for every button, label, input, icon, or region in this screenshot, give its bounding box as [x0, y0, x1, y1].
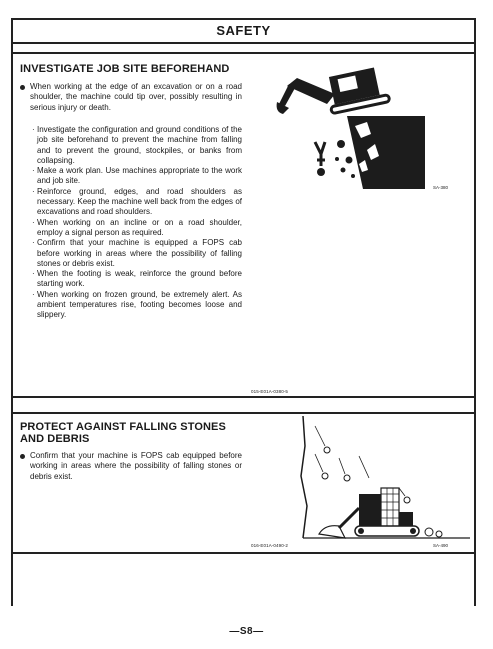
bullet-icon	[20, 85, 25, 90]
warning-paragraph: Confirm that your machine is FOPS cab equipped before working in areas where the possibility of falling stones or debris exist.	[30, 451, 242, 481]
section-title-line2: AND DEBRIS	[20, 433, 90, 445]
bullet-icon	[20, 454, 25, 459]
section-title: INVESTIGATE JOB SITE BEFOREHAND	[20, 63, 230, 75]
list-item: · Reinforce ground, edges, and road shoulders as necessary. Keep the machine well back from the edges of excavations and road shoulders.	[32, 186, 242, 217]
section-investigate-job-site	[11, 52, 476, 398]
figure-code: SA-490	[433, 543, 449, 548]
precaution-list	[32, 125, 242, 321]
page-title: SAFETY	[216, 23, 271, 38]
warning-paragraph: When working at the edge of an excavation or on a road shoulder, the machine could tip over, possibly resulting in serious injury or death.	[30, 82, 242, 112]
document-code: 016-E01A-0490-2	[251, 543, 289, 548]
list-item: · Make a work plan. Use machines appropriate to the work and job site.	[32, 166, 242, 186]
document-code: 015-E01A-0380-5	[251, 389, 289, 394]
header-bar	[11, 18, 476, 44]
section-title-line1: PROTECT AGAINST FALLING STONES	[20, 421, 226, 433]
section-falling-stones	[11, 412, 476, 554]
list-item: · Confirm that your machine is equipped a FOPS cab before working in areas where the possibility of falling stones or debris exist.	[32, 238, 242, 268]
list-item: · Investigate the configuration and ground conditions of the job site beforehand to prevent the machine from falling and to prevent the ground, stockpiles, or banks from collapsing.	[32, 125, 242, 165]
list-item: · When the footing is weak, reinforce the ground before starting work.	[32, 269, 242, 289]
list-item: · When working on frozen ground, be extremely alert. As ambient temperatures rise, footing becomes loose and slippery.	[32, 289, 242, 320]
excavator-tipping-illustration	[275, 64, 425, 189]
figure-code: SA-380	[433, 185, 449, 190]
page-number: —S8—	[229, 626, 264, 637]
list-item: · When working on an incline or on a road shoulder, employ a signal person as required.	[32, 217, 242, 237]
falling-stones-illustration	[295, 416, 470, 546]
